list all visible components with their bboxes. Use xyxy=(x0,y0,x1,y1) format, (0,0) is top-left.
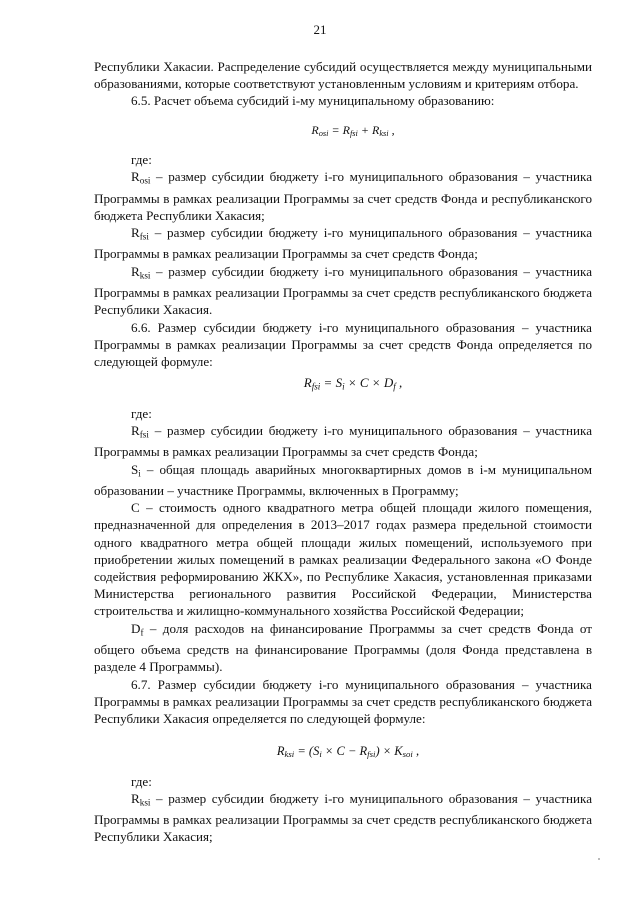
paragraph-intro: Республики Хакасии. Распределение субсидий осуществляется между муниципальными образованиями, которые соответствуют установленным условиям и критериям отбора. xyxy=(94,59,592,92)
formula-r-osi: $R_{osi} = R_{fsi} + R_{ksi}$ , xyxy=(311,122,395,138)
section-6-6: 6.6. Размер субсидии бюджету i-го муниципального образования – участника Программы в рамках реализации Программы за счет средств Фонда определяется по следующей формуле: xyxy=(94,319,592,369)
document-body xyxy=(94,58,592,846)
where-label: где: xyxy=(131,151,152,167)
definition-r-fsi: $R_{fsi}$ – размер субсидии бюджету i-го муниципального образования – участника Программы в рамках реализации Программы за счет средств Фонда; xyxy=(94,225,593,262)
section-6-5: 6.5. Расчет объема субсидий i-му муниципальному образованию: xyxy=(131,93,495,109)
definition-r-ksi-2: $R_{ksi}$ – размер субсидии бюджету i-го муниципального образования – участника Программы в рамках реализации Программы за счет средств республиканского бюджета Республики Хакасия; xyxy=(94,790,593,845)
definition-c: С – стоимость одного квадратного метра общей площади жилого помещения, предназначенной для определения в 2013–2017 годах размера предельной стоимости одного квадратного метра общей площади жилых помещений, используемого при приобретении жилых помещений в рамках реализации Федерального закона «О Фонде содействия реформированию ЖКХ», по Республике Хакасия, установленная приказами Министерства регионального развития Российской Федерации, Министерства строительства и жилищно-коммунального хозяйства Российской Федерации; xyxy=(94,500,592,619)
where-label-3: где: xyxy=(131,773,152,789)
where-label-2: где: xyxy=(131,405,152,421)
formula-r-fsi: $R_{fsi} = S_i \times C \times D_f$ , xyxy=(303,375,403,392)
scan-dot xyxy=(598,858,600,860)
section-6-7: 6.7. Размер субсидии бюджету i-го муниципального образования – участника Программы в рамках реализации Программы за счет средств республиканского бюджета Республики Хакасия определяется по следующей формуле: xyxy=(94,676,592,726)
page-number: 21 xyxy=(313,22,327,37)
definition-r-fsi-2: $R_{fsi}$ – размер субсидии бюджету i-го муниципального образования – участника Программы в рамках реализации Программы за счет средств Фонда; xyxy=(94,422,593,460)
definition-s-i: $S_i$ – общая площадь аварийных многоквартирных домов в i-м муниципальном образовании – участнике Программы, включенных в Программу; xyxy=(94,461,592,499)
definition-r-ksi: $R_{ksi}$ – размер субсидии бюджету i-го муниципального образования – участника Программы в рамках реализации Программы за счет средств республиканского бюджета Республики Хакасия. xyxy=(94,263,593,318)
definition-d-f: $D_f$ – доля расходов на финансирование Программы за счет средств Фонда от общего объема средств на финансирование Программы (доля Фонда представлена в разделе 4 Программы). xyxy=(94,620,592,675)
formula-r-ksi: $R_{ksi} = (S_i \times C - R_{fsi}) \times K_{soi}$ , xyxy=(276,744,420,760)
definition-r-osi: $R_{osi}$ – размер субсидии бюджету i-го муниципального образования – участника Программы в рамках реализации Программы за счет средств Фонда и республиканского бюджета Республики Хакасия; xyxy=(94,169,593,223)
